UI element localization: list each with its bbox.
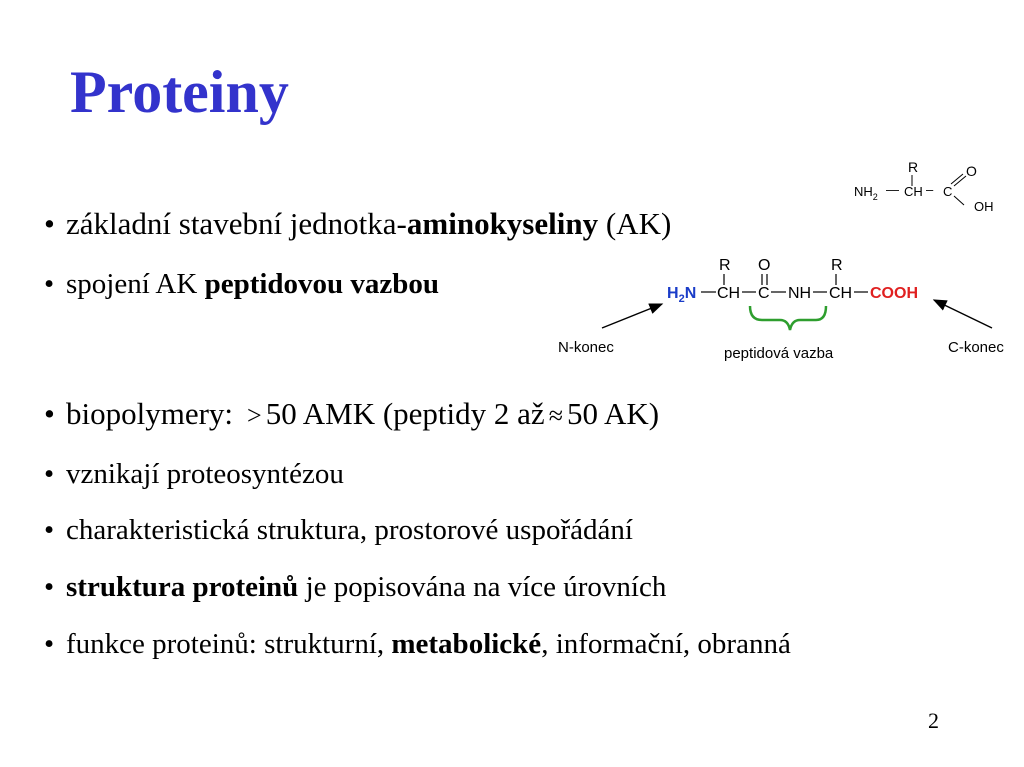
- peptide-c: C: [758, 285, 770, 302]
- bullet-bold-text: aminokyseliny: [406, 206, 599, 241]
- bullet-peptide-bond: [44, 270, 439, 299]
- bullet-proteosynthesis: [44, 460, 344, 489]
- bullet-protein-structure: [44, 573, 666, 602]
- approx-symbol: ≈: [548, 401, 563, 430]
- bullet-text: , informační, obranná: [541, 628, 791, 660]
- bullet-marker: •: [44, 206, 55, 241]
- bullet-marker: •: [44, 514, 55, 546]
- bullet-text: (AK): [598, 206, 672, 241]
- bullet-marker: •: [44, 458, 55, 490]
- bullet-text: charakteristická struktura, prostorové uspořádání: [66, 514, 633, 546]
- n-terminus-arrow: [602, 304, 662, 328]
- peptide-ch2: CH: [829, 285, 853, 302]
- peptide-bond-label: peptidová vazba: [724, 345, 834, 362]
- n-terminus-group: $H_2N$: [667, 285, 697, 305]
- n-terminus-label: N-konec: [558, 339, 614, 356]
- page-number: 2: [928, 708, 939, 733]
- aa-r: R: [908, 159, 919, 175]
- aa-c: C: [943, 184, 953, 199]
- aa-dash1: —: [886, 182, 899, 197]
- bullet-marker: •: [44, 396, 55, 431]
- peptide-nh: NH: [788, 285, 812, 302]
- peptide-bond-bracket: [750, 306, 826, 330]
- amino-acid-formula: [850, 158, 1000, 218]
- bullet-bold-text: struktura proteinů: [66, 571, 299, 603]
- peptide-o: O: [758, 257, 771, 274]
- bullet-biopolymers: [44, 398, 659, 429]
- peptide-ch1: CH: [717, 285, 741, 302]
- bullet-protein-functions: [44, 630, 791, 659]
- bullet-text: 50 AK): [566, 396, 660, 431]
- peptide-bond-diagram: [550, 248, 1024, 370]
- bullet-marker: •: [44, 268, 55, 300]
- c-terminus-label: C-konec: [948, 339, 1004, 356]
- c-terminus-arrow: [934, 300, 992, 328]
- bullet-bold-text: peptidovou vazbou: [204, 268, 440, 300]
- c-terminus-group: COOH: [870, 285, 918, 302]
- aa-dash2: –: [926, 182, 934, 197]
- aa-o: O: [966, 163, 977, 179]
- bullet-text: vznikají proteosyntézou: [66, 458, 344, 490]
- aa-ch: CH: [904, 184, 923, 199]
- bullet-text: spojení AK: [66, 268, 205, 300]
- aa-oh: OH: [974, 199, 994, 214]
- bullet-text: je popisována na více úrovních: [298, 571, 667, 603]
- bullet-text: 50 AMK (peptidy 2 až: [265, 396, 545, 431]
- bullet-structure: [44, 516, 633, 545]
- slide-title: Proteiny: [70, 59, 289, 125]
- bullet-marker: •: [44, 628, 55, 660]
- bullet-basic-unit: [44, 208, 671, 239]
- bullet-marker: •: [44, 571, 55, 603]
- peptide-r2: R: [831, 257, 843, 274]
- peptide-r1: R: [719, 257, 731, 274]
- bullet-text: základní stavební jednotka-: [66, 206, 407, 241]
- bullet-text: funkce proteinů: strukturní,: [66, 628, 392, 660]
- aa-nh2: $NH_2$: [854, 184, 878, 202]
- bullet-bold-text: metabolické: [391, 628, 542, 660]
- greater-than-symbol: >: [247, 401, 262, 430]
- bullet-text: biopolymery:: [66, 396, 234, 431]
